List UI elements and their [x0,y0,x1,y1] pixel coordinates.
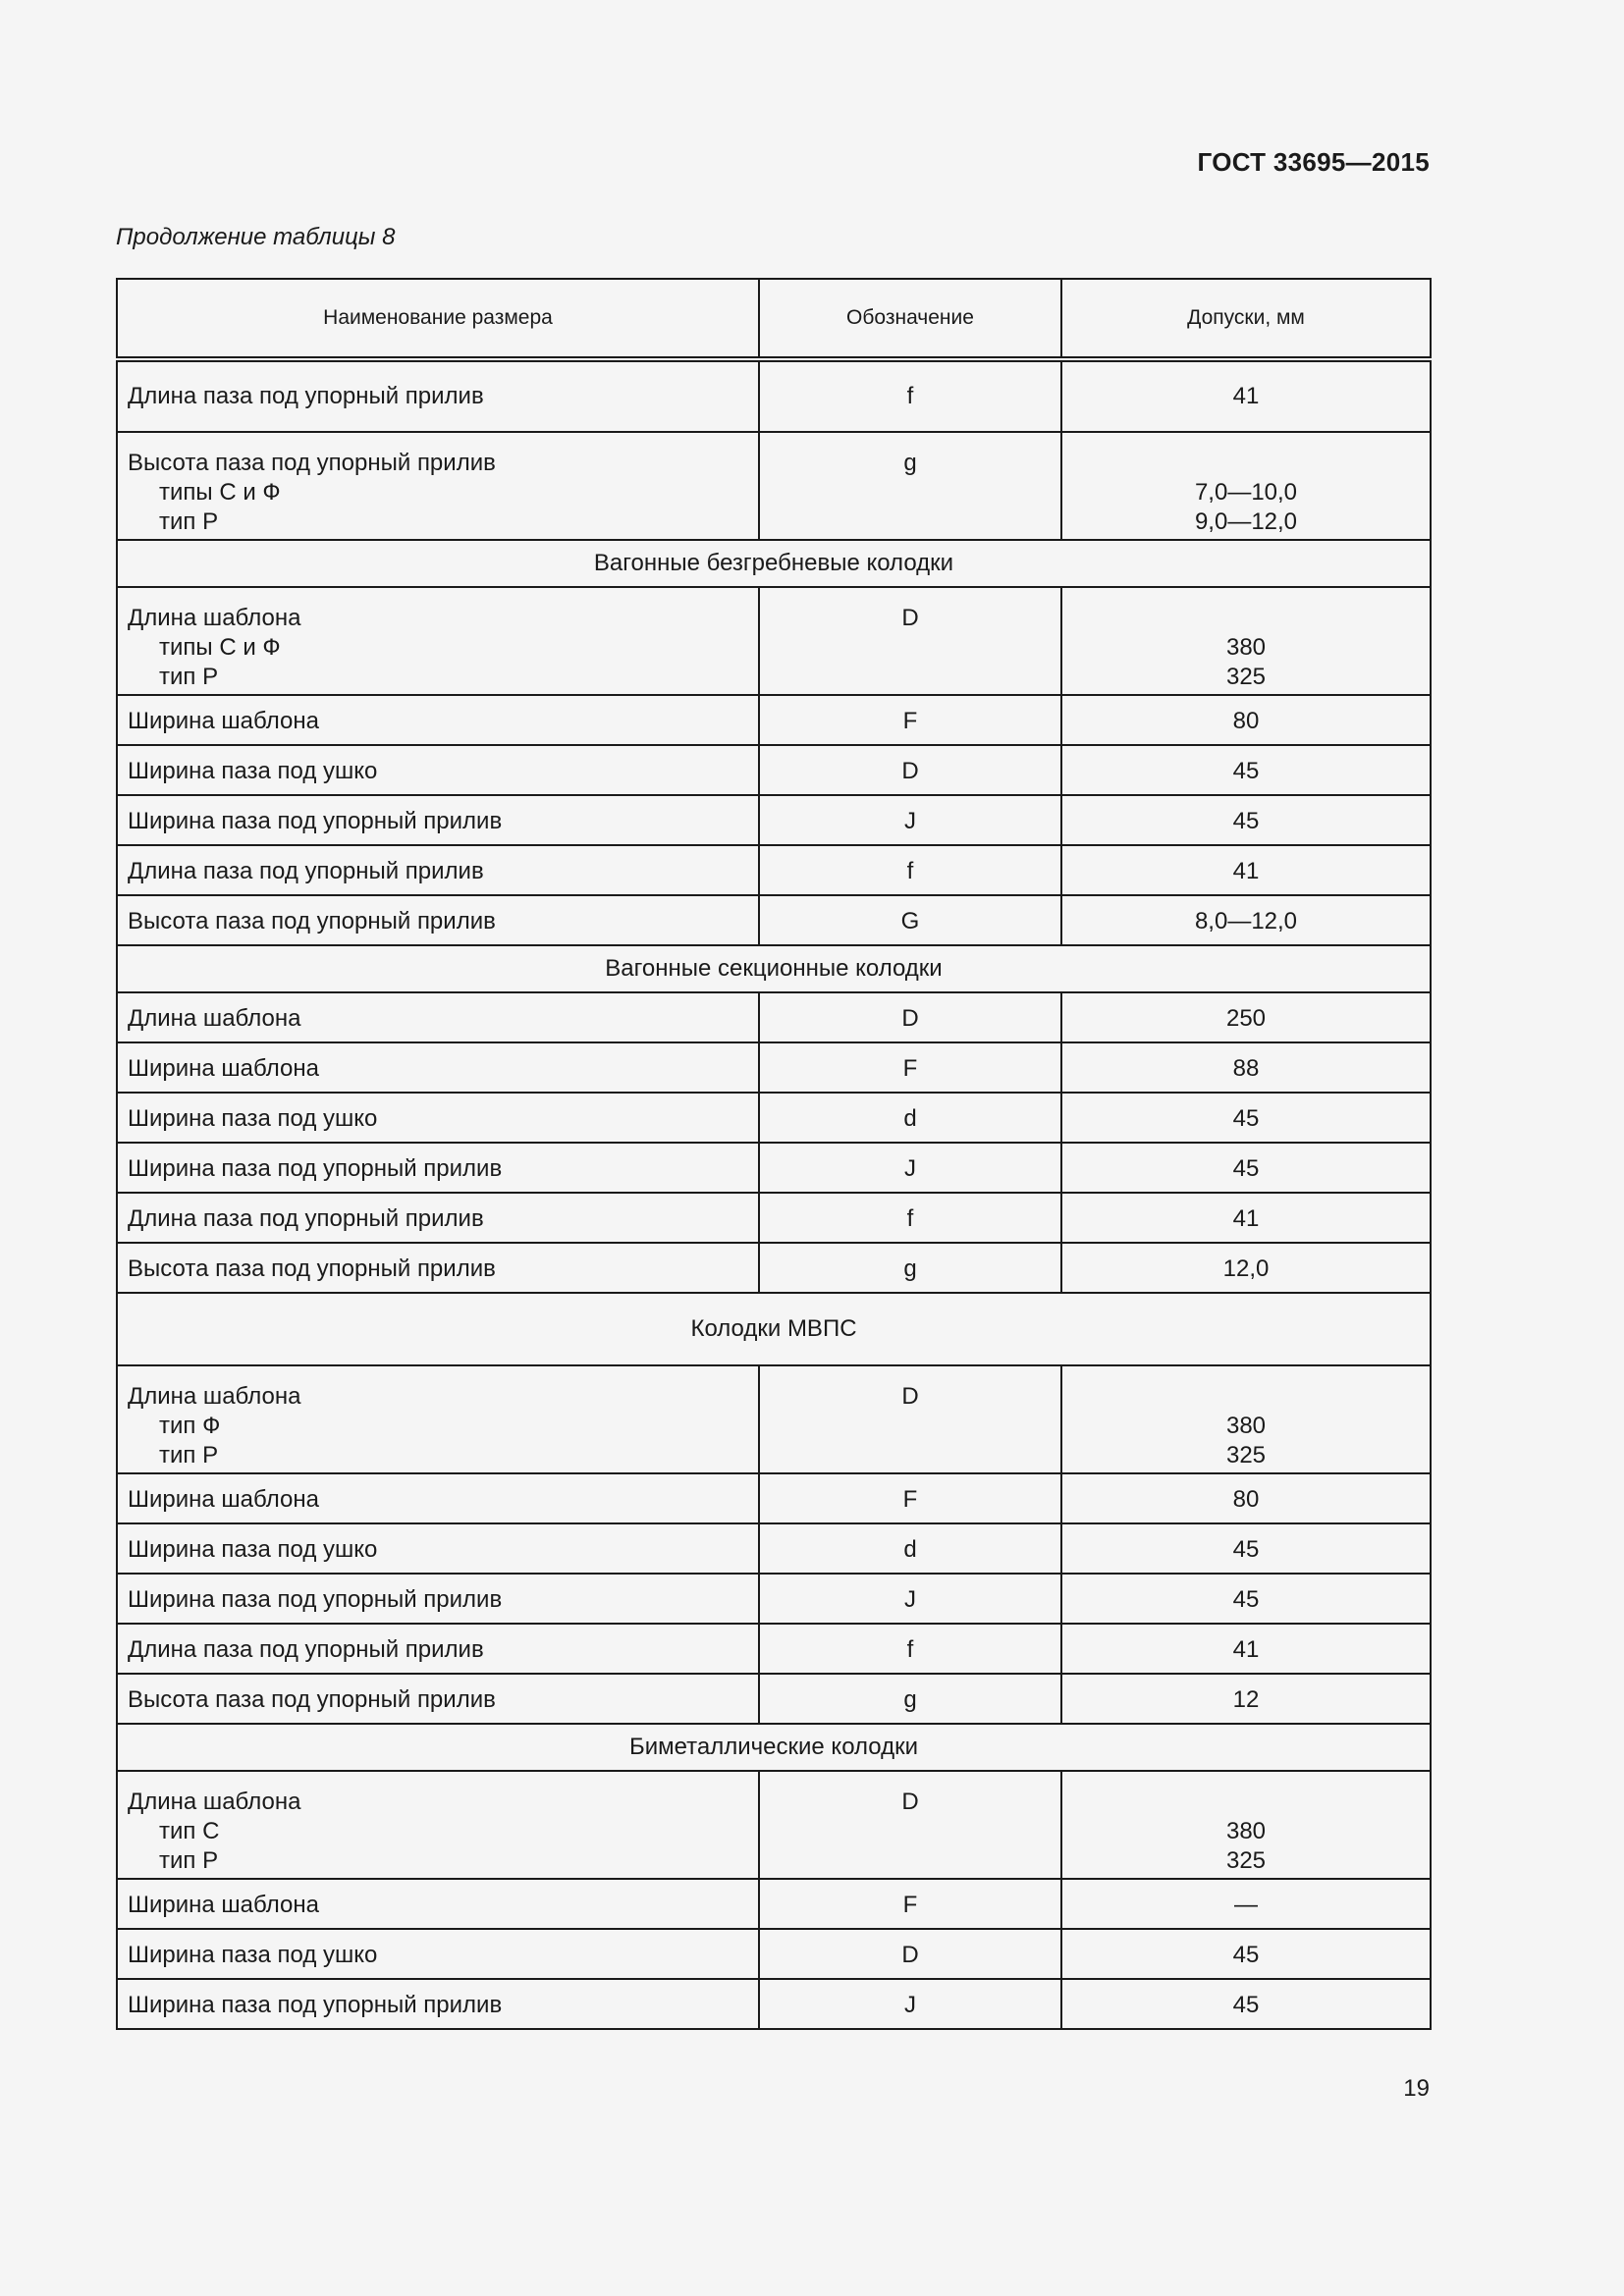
symbol-cell: d [759,1523,1061,1574]
tolerance-value: 325 [1225,1442,1267,1468]
dimension-subtype: тип Р [159,1847,219,1874]
dimension-name-cell [117,587,759,695]
table-caption: Продолжение таблицы 8 [116,224,396,250]
tolerance-value: 380 [1225,1818,1267,1844]
dimension-name-cell: Высота паза под упорный прилив [117,1674,759,1724]
dimension-name-cell: Ширина паза под ушко [117,1929,759,1979]
symbol-cell: g [759,1674,1061,1724]
tolerance-value: 325 [1225,1847,1267,1874]
symbol-cell: G [759,895,1061,945]
dimension-name-cell: Высота паза под упорный прилив [117,1243,759,1293]
dimension-name-cell: Ширина шаблона [117,695,759,745]
table-row [117,1523,1431,1574]
column-header-tolerance: Допуски, мм [1061,279,1431,359]
table-row [117,695,1431,745]
dimension-subtype: тип Р [159,1442,219,1468]
dimension-subtype: типы С и Ф [159,634,281,661]
symbol-cell: D [759,587,1061,695]
table-row [117,845,1431,895]
tolerance-cell [1061,587,1431,695]
table-row [117,432,1431,540]
tolerance-cell: 250 [1061,992,1431,1042]
dimension-name-cell: Ширина шаблона [117,1042,759,1093]
symbol-cell: D [759,1929,1061,1979]
section-title: Вагонные безгребневые колодки [117,540,1431,587]
dimension-name-cell [117,1365,759,1473]
dimension-name-cell: Высота паза под упорный прилив [117,895,759,945]
tolerance-cell: 8,0—12,0 [1061,895,1431,945]
dimension-name: Длина шаблона [128,1383,301,1410]
dimension-name-cell: Длина паза под упорный прилив [117,1193,759,1243]
tolerance-cell: 45 [1061,745,1431,795]
table-row [117,1143,1431,1193]
dimension-name-cell: Ширина паза под упорный прилив [117,1143,759,1193]
dimension-name-cell: Ширина шаблона [117,1473,759,1523]
section-title: Колодки МВПС [117,1293,1431,1365]
tolerance-cell: 80 [1061,695,1431,745]
table-row [117,1674,1431,1724]
symbol-cell: J [759,1143,1061,1193]
tolerance-cell: 45 [1061,1929,1431,1979]
table-row [117,359,1431,432]
tolerance-cell: 41 [1061,359,1431,432]
symbol-cell: D [759,1771,1061,1879]
table-row [117,1042,1431,1093]
tolerance-cell: 45 [1061,1143,1431,1193]
symbol-cell: f [759,1624,1061,1674]
symbol-cell: f [759,1193,1061,1243]
table-row [117,1473,1431,1523]
symbol-cell: J [759,795,1061,845]
table-row [117,1624,1431,1674]
symbol-cell: D [759,745,1061,795]
symbol-cell: D [759,992,1061,1042]
table-row [117,992,1431,1042]
tolerance-cell: 41 [1061,1624,1431,1674]
tolerance-cell: 45 [1061,1574,1431,1624]
tolerance-cell: 45 [1061,1093,1431,1143]
dimension-name-cell: Ширина паза под ушко [117,1523,759,1574]
dimension-name-cell: Длина шаблона [117,992,759,1042]
tolerance-cell: 41 [1061,1193,1431,1243]
symbol-cell: D [759,1365,1061,1473]
tolerance-value: 9,0—12,0 [1194,508,1298,535]
table-row [117,745,1431,795]
symbol-cell: d [759,1093,1061,1143]
symbol-cell: F [759,1879,1061,1929]
dimension-name-cell: Ширина паза под ушко [117,745,759,795]
tolerance-value: 7,0—10,0 [1194,479,1298,506]
tolerance-cell: 12 [1061,1674,1431,1724]
dimension-name-cell [117,1771,759,1879]
section-header-row [117,540,1431,587]
section-header-row [117,1293,1431,1365]
tolerance-value: 380 [1225,634,1267,661]
table-row [117,587,1431,695]
dimension-name-cell [117,432,759,540]
symbol-cell: J [759,1574,1061,1624]
table-row [117,1771,1431,1879]
dimension-subtype: типы С и Ф [159,479,281,506]
tolerance-cell [1061,1365,1431,1473]
symbol-cell: g [759,1243,1061,1293]
tolerance-cell: 80 [1061,1473,1431,1523]
column-header-symbol: Обозначение [759,279,1061,359]
dimension-subtype: тип Р [159,664,219,690]
page-number: 19 [1403,2075,1430,2102]
table-row [117,1929,1431,1979]
dimension-name-cell: Ширина паза под упорный прилив [117,795,759,845]
column-header-name: Наименование размера [117,279,759,359]
table-row [117,1193,1431,1243]
tolerance-table [116,278,1432,2030]
table-row [117,795,1431,845]
dimension-name-cell: Ширина паза под ушко [117,1093,759,1143]
tolerance-value: 325 [1225,664,1267,690]
dimension-name: Длина шаблона [128,605,301,631]
tolerance-cell: 41 [1061,845,1431,895]
symbol-cell: F [759,695,1061,745]
dimension-name-cell: Ширина паза под упорный прилив [117,1979,759,2029]
tolerance-cell [1061,1771,1431,1879]
symbol-cell: g [759,432,1061,540]
table-row [117,1243,1431,1293]
tolerance-cell: 45 [1061,1979,1431,2029]
table-row [117,1979,1431,2029]
dimension-name-cell: Длина паза под упорный прилив [117,845,759,895]
dimension-subtype: тип Р [159,508,219,535]
table-row [117,895,1431,945]
dimension-name-cell: Длина паза под упорный прилив [117,359,759,432]
table-row [117,1879,1431,1929]
table-row [117,1574,1431,1624]
tolerance-value: 380 [1225,1413,1267,1439]
tolerance-cell: — [1061,1879,1431,1929]
dimension-name: Высота паза под упорный прилив [128,450,496,476]
tolerance-cell [1061,432,1431,540]
symbol-cell: F [759,1473,1061,1523]
section-header-row [117,1724,1431,1771]
table-header-row [117,279,1431,359]
section-title: Биметаллические колодки [117,1724,1431,1771]
dimension-name-cell: Ширина шаблона [117,1879,759,1929]
dimension-subtype: тип С [159,1818,220,1844]
symbol-cell: J [759,1979,1061,2029]
table-body [117,359,1431,2029]
section-header-row [117,945,1431,992]
dimension-name-cell: Длина паза под упорный прилив [117,1624,759,1674]
tolerance-cell: 88 [1061,1042,1431,1093]
symbol-cell: f [759,845,1061,895]
symbol-cell: f [759,359,1061,432]
dimension-subtype: тип Ф [159,1413,221,1439]
symbol-cell: F [759,1042,1061,1093]
table-row [117,1093,1431,1143]
dimension-name-cell: Ширина паза под упорный прилив [117,1574,759,1624]
dimension-name: Длина шаблона [128,1789,301,1815]
table-row [117,1365,1431,1473]
tolerance-cell: 45 [1061,1523,1431,1574]
tolerance-cell: 45 [1061,795,1431,845]
tolerance-cell: 12,0 [1061,1243,1431,1293]
section-title: Вагонные секционные колодки [117,945,1431,992]
document-id: ГОСТ 33695—2015 [1197,147,1430,177]
